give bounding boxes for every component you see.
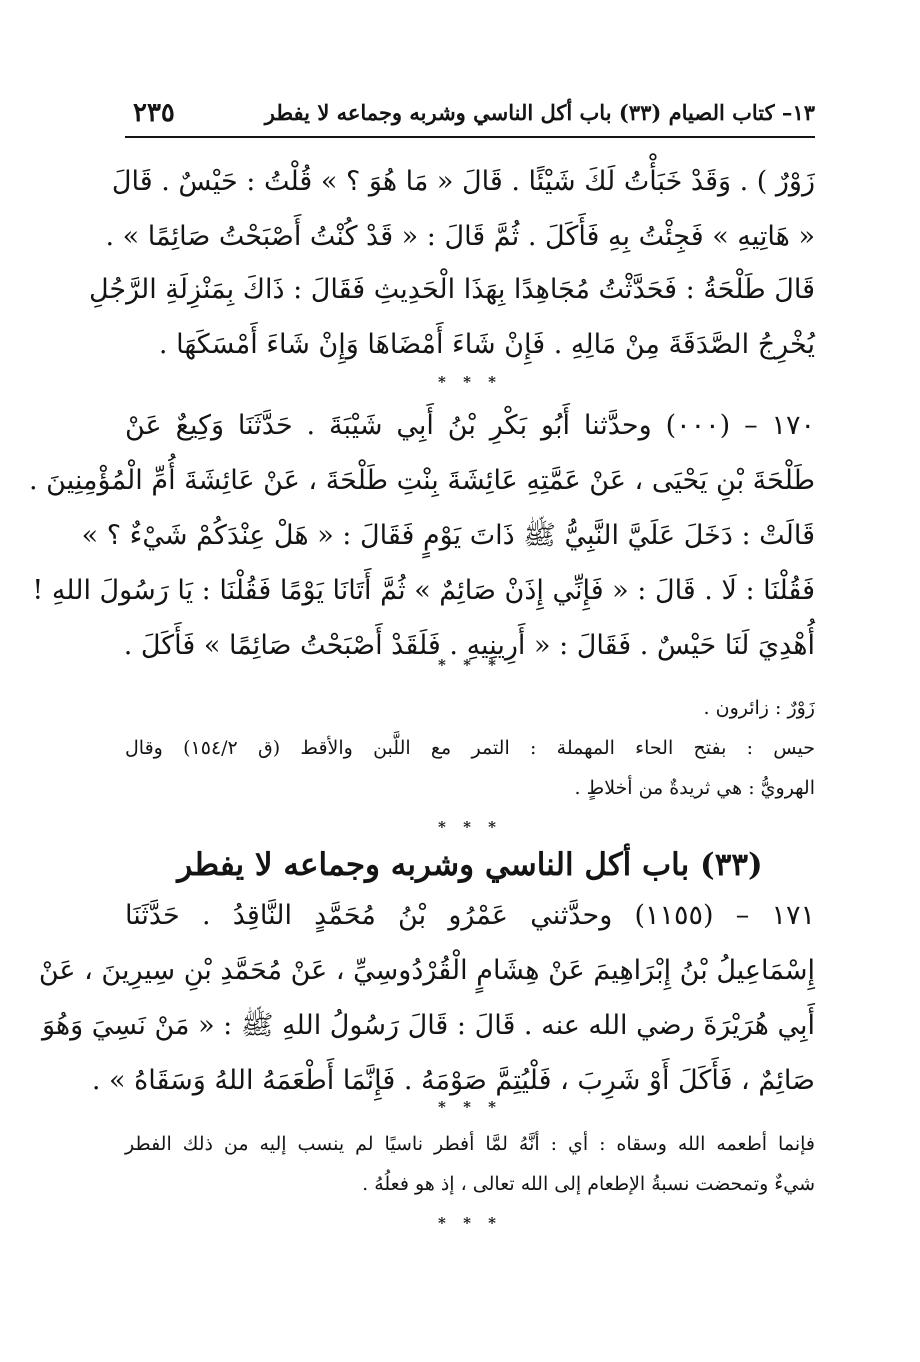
text-line: صَائِمٌ ، فَأَكَلَ أَوْ شَرِبَ ، فَلْيُتِمَّ صَوْمَهُ . فَإِنَّمَا أَطْعَمَهُ اللهُ وَسَقَاهُ » . xyxy=(91,1065,815,1096)
text-line: ١٧٠ – (٠٠٠) وحدَّثنا أَبُو بَكْرِ بْنُ أَبِي شَيْبَةَ . حَدَّثَنَا وَكِيعٌ عَنْ xyxy=(125,410,815,441)
text-line: فَقُلْنَا : لَا . قَالَ : « فَإِنِّي إِذَنْ صَائِمٌ » ثُمَّ أَتَانَا يَوْمًا فَقُلْنَا : يَا رَسُولَ اللهِ ! xyxy=(32,575,815,606)
footnote-block-2 xyxy=(125,1124,815,1204)
text-line: أُهْدِيَ لَنَا حَيْسٌ . فَقَالَ : « أَرِينِيهِ . فَلَقَدْ أَصْبَحْتُ صَائِمًا » فَأَكَلَ . xyxy=(123,630,815,661)
paragraph-hadith-170 xyxy=(29,398,815,673)
page-number: ٢٣٥ xyxy=(133,98,175,128)
separator-stars: * * * xyxy=(438,818,502,836)
running-title: ١٣– كتاب الصيام (٣٣) باب أكل الناسي وشربه وجماعه لا يفطر xyxy=(264,100,815,125)
paragraph-hadith-169-end xyxy=(105,154,815,264)
separator-stars: * * * xyxy=(438,1098,502,1116)
text-line: ١٧١ – (١١٥٥) وحدَّثني عَمْرُو بْنُ مُحَمَّدٍ النَّاقِدُ . حَدَّثَنَا xyxy=(125,900,816,931)
text-line: طَلْحَةَ بْنِ يَحْيَى ، عَنْ عَمَّتِهِ عَائِشَةَ بِنْتِ طَلْحَةَ ، عَنْ عَائِشَةَ أُمِّ الْمُؤْمِنِينَ . xyxy=(29,465,815,496)
text-line: أَبِي هُرَيْرَةَ رضي الله عنه . قَالَ : قَالَ رَسُولُ اللهِ ﷺ : « مَنْ نَسِيَ وَهُوَ xyxy=(41,1010,815,1041)
separator-stars: * * * xyxy=(438,1214,502,1232)
footnote-line: حيس : بفتح الحاء المهملة : التمر مع اللَّبن والأقط (ق ١٥٤/٢) وقال xyxy=(125,737,815,759)
text-line: قَالَتْ : دَخَلَ عَلَيَّ النَّبِيُّ ﷺ ذَاتَ يَوْمٍ فَقَالَ : « هَلْ عِنْدَكُمْ شَيْءٌ ؟ » xyxy=(81,520,815,551)
page-header xyxy=(125,88,815,138)
chapter-heading: (٣٣) باب أكل الناسي وشربه وجماعه لا يفطر xyxy=(177,847,763,883)
text-line: زَوْرٌ ) . وَقَدْ خَبَأْتُ لَكَ شَيْئًا . قَالَ « مَا هُوَ ؟ » قُلْتُ : حَيْسٌ . قَالَ xyxy=(111,166,815,197)
footnote-block-1 xyxy=(125,688,815,808)
paragraph-talha-comment xyxy=(88,262,815,372)
chapter-heading-block xyxy=(125,840,815,890)
separator-stars: * * * xyxy=(438,656,502,674)
separator-stars: * * * xyxy=(438,373,502,391)
text-line: إِسْمَاعِيلُ بْنُ إِبْرَاهِيمَ عَنْ هِشَامٍ الْقُرْدُوسِيِّ ، عَنْ مُحَمَّدِ بْنِ سِيرِينَ ، عَنْ xyxy=(38,955,815,986)
text-line: « هَاتِيهِ » فَجِئْتُ بِهِ فَأَكَلَ . ثُمَّ قَالَ : « قَدْ كُنْتُ أَصْبَحْتُ صَائِمًا » . xyxy=(105,221,815,252)
footnote-line: فإنما أطعمه الله وسقاه : أي : أنَّهُ لمَّا أفطر ناسيًا لم ينسب إليه من ذلك الفطر xyxy=(125,1133,815,1155)
text-line: يُخْرِجُ الصَّدَقَةَ مِنْ مَالِهِ . فَإِنْ شَاءَ أَمْضَاهَا وَإِنْ شَاءَ أَمْسَكَهَا . xyxy=(158,329,815,360)
footnote-line: الهرويُّ : هي ثريدةٌ من أخلاطٍ . xyxy=(574,777,815,799)
footnote-line: شيءٌ وتمحضت نسبةُ الإطعام إلى الله تعالى ، إذ هو فعلُهُ . xyxy=(362,1173,815,1195)
text-line: قَالَ طَلْحَةُ : فَحَدَّثْتُ مُجَاهِدًا بِهَذَا الْحَدِيثِ فَقَالَ : ذَاكَ بِمَنْزِلَةِ الرَّجُلِ xyxy=(88,274,815,305)
footnote-line: زَوْرٌ : زائرون . xyxy=(703,697,815,719)
paragraph-hadith-171 xyxy=(38,888,816,1108)
